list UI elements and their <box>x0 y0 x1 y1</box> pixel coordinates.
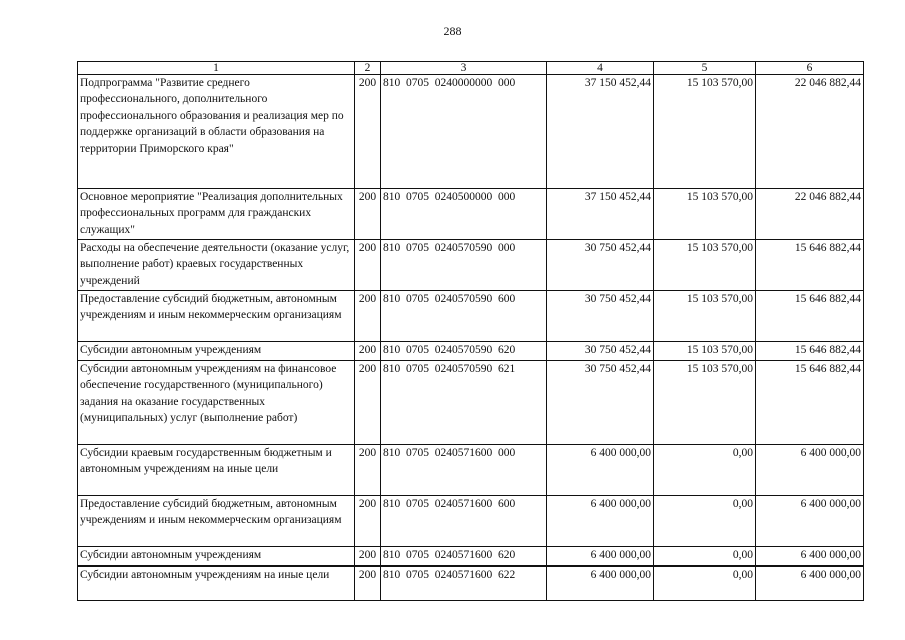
row-amount-total: 37 150 452,44 <box>547 75 654 189</box>
table-row <box>78 189 864 240</box>
row-budget-code: 810 0705 0240570590 000 <box>381 240 547 291</box>
row-amount-5: 15 103 570,00 <box>654 291 756 342</box>
row-budget-code: 810 0705 0240570590 621 <box>381 361 547 445</box>
row-code-g: 200 <box>355 75 381 189</box>
row-code-g: 200 <box>355 240 381 291</box>
row-budget-code: 810 0705 0240571600 622 <box>381 566 547 601</box>
row-amount-total: 30 750 452,44 <box>547 291 654 342</box>
row-budget-code: 810 0705 0240570590 620 <box>381 342 547 361</box>
row-amount-total: 37 150 452,44 <box>547 189 654 240</box>
row-amount-total: 30 750 452,44 <box>547 240 654 291</box>
column-header-5: 5 <box>654 62 756 75</box>
row-name: Основное мероприятие "Реализация дополнительных профессиональных программ для гражданских служащих" <box>78 189 355 240</box>
table-row <box>78 240 864 291</box>
row-name: Предоставление субсидий бюджетным, автономным учреждениям и иным некоммерческим организациям <box>78 496 355 547</box>
row-budget-code: 810 0705 0240000000 000 <box>381 75 547 189</box>
table-row <box>78 291 864 342</box>
row-code-g: 200 <box>355 547 381 566</box>
row-budget-code: 810 0705 0240570590 600 <box>381 291 547 342</box>
row-name: Подпрограмма "Развитие среднего профессионального, дополнительного профессионального образования и реализация мер по поддержке организаций в области образования на территории Приморского края" <box>78 75 355 189</box>
row-amount-6: 22 046 882,44 <box>756 189 864 240</box>
column-header-4: 4 <box>547 62 654 75</box>
row-name: Расходы на обеспечение деятельности (оказание услуг, выполнение работ) краевых государственных учреждений <box>78 240 355 291</box>
row-amount-6: 15 646 882,44 <box>756 342 864 361</box>
page-number: 288 <box>443 24 462 38</box>
row-amount-5: 15 103 570,00 <box>654 75 756 189</box>
column-header-3: 3 <box>381 62 547 75</box>
budget-table <box>77 61 864 601</box>
table-row <box>78 445 864 496</box>
row-code-g: 200 <box>355 291 381 342</box>
table-row <box>78 496 864 547</box>
row-name: Субсидии автономным учреждениям на иные цели <box>78 566 355 601</box>
row-name: Субсидии краевым государственным бюджетным и автономным учреждениям на иные цели <box>78 445 355 496</box>
row-amount-6: 15 646 882,44 <box>756 240 864 291</box>
column-header-row <box>78 62 864 75</box>
row-amount-6: 6 400 000,00 <box>756 566 864 601</box>
row-amount-total: 6 400 000,00 <box>547 566 654 601</box>
row-code-g: 200 <box>355 361 381 445</box>
table-row <box>78 566 864 601</box>
column-header-1: 1 <box>78 62 355 75</box>
row-amount-5: 0,00 <box>654 445 756 496</box>
row-amount-6: 6 400 000,00 <box>756 496 864 547</box>
row-amount-5: 15 103 570,00 <box>654 240 756 291</box>
column-header-2: 2 <box>355 62 381 75</box>
row-amount-5: 0,00 <box>654 566 756 601</box>
table-row <box>78 361 864 445</box>
table-row <box>78 547 864 566</box>
row-code-g: 200 <box>355 342 381 361</box>
row-name: Субсидии автономным учреждениям <box>78 342 355 361</box>
row-code-g: 200 <box>355 189 381 240</box>
row-amount-5: 15 103 570,00 <box>654 189 756 240</box>
row-name: Субсидии автономным учреждениям на финансовое обеспечение государственного (муниципального) задания на оказание государственных (муниципальных) услуг (выполнение работ) <box>78 361 355 445</box>
row-name: Субсидии автономным учреждениям <box>78 547 355 566</box>
row-amount-6: 15 646 882,44 <box>756 361 864 445</box>
row-code-g: 200 <box>355 496 381 547</box>
row-amount-total: 6 400 000,00 <box>547 547 654 566</box>
row-amount-6: 22 046 882,44 <box>756 75 864 189</box>
row-amount-total: 30 750 452,44 <box>547 361 654 445</box>
row-amount-total: 30 750 452,44 <box>547 342 654 361</box>
row-amount-6: 15 646 882,44 <box>756 291 864 342</box>
row-budget-code: 810 0705 0240571600 000 <box>381 445 547 496</box>
row-amount-5: 15 103 570,00 <box>654 361 756 445</box>
column-header-6: 6 <box>756 62 864 75</box>
row-amount-6: 6 400 000,00 <box>756 547 864 566</box>
row-amount-total: 6 400 000,00 <box>547 445 654 496</box>
row-amount-5: 15 103 570,00 <box>654 342 756 361</box>
table-row <box>78 75 864 189</box>
row-amount-total: 6 400 000,00 <box>547 496 654 547</box>
table-row <box>78 342 864 361</box>
row-name: Предоставление субсидий бюджетным, автономным учреждениям и иным некоммерческим организациям <box>78 291 355 342</box>
row-amount-5: 0,00 <box>654 547 756 566</box>
row-budget-code: 810 0705 0240571600 620 <box>381 547 547 566</box>
row-code-g: 200 <box>355 566 381 601</box>
row-budget-code: 810 0705 0240571600 600 <box>381 496 547 547</box>
row-code-g: 200 <box>355 445 381 496</box>
row-amount-6: 6 400 000,00 <box>756 445 864 496</box>
row-budget-code: 810 0705 0240500000 000 <box>381 189 547 240</box>
row-amount-5: 0,00 <box>654 496 756 547</box>
